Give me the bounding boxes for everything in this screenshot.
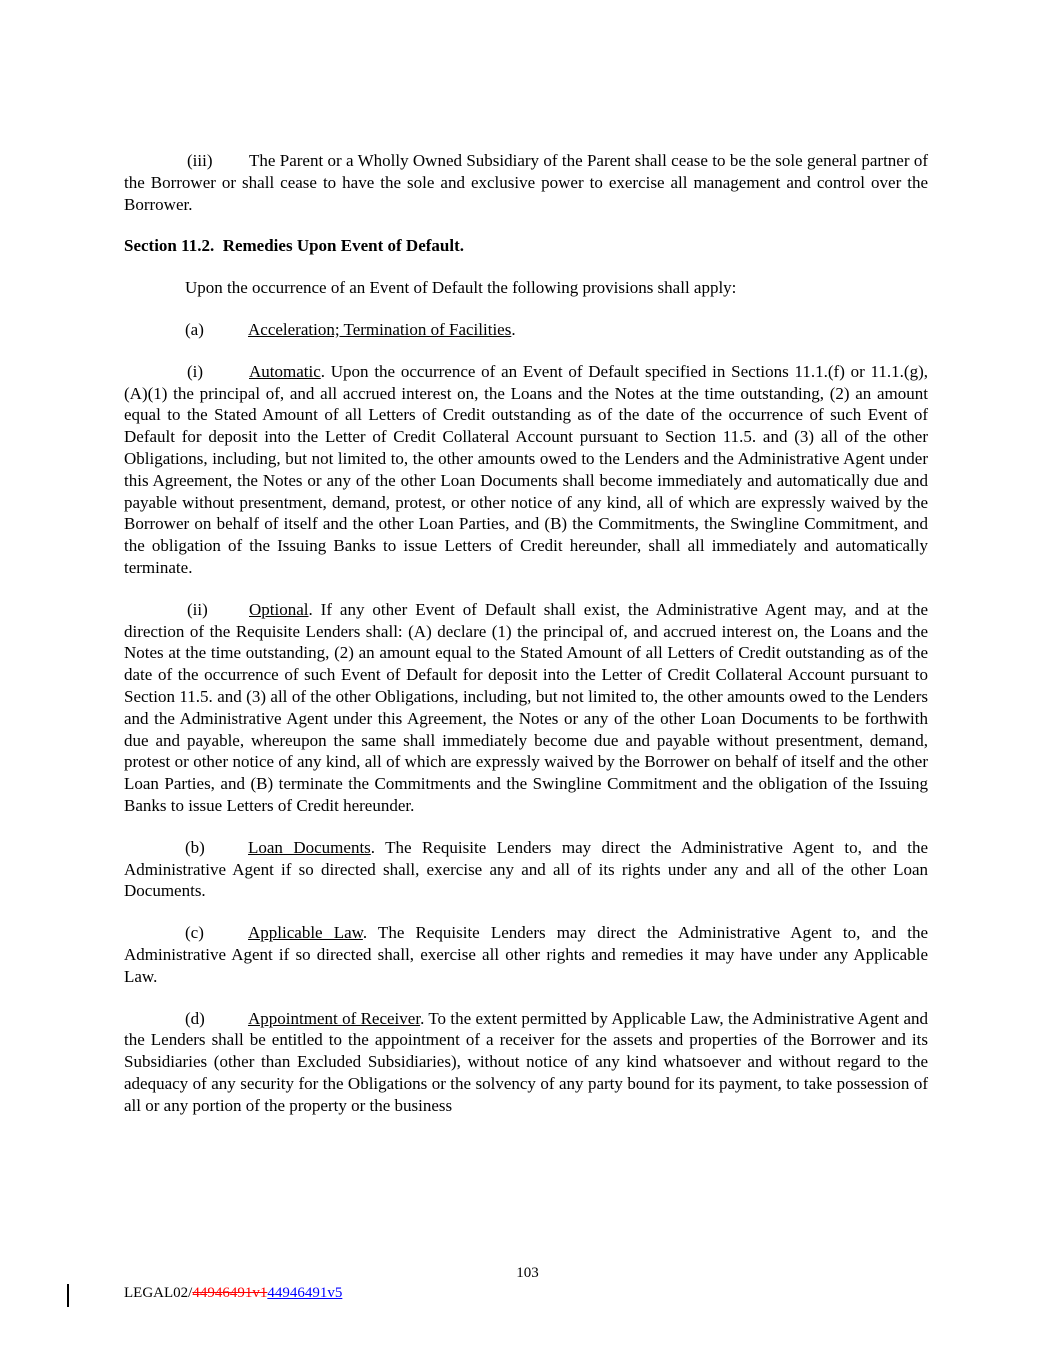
intro-paragraph: Upon the occurrence of an Event of Default the following provisions shall apply: [185,278,737,298]
clause-a-period: . [511,319,516,339]
clause-a-ii-title: Optional [249,599,309,619]
clause-c-paragraph [124,922,928,987]
clause-a-ii-text: . If any other Event of Default shall exist, the Administrative Agent may, and at the direction of the Requisite Lenders shall: (A) declare (1) the principal of, and accrued interest on, the Loans and the Notes at the time outstanding, (2) an amount equal to the Stated Amount of all Letters of Credit outstanding as of the date of the occurrence of such Event of Default for deposit into the Letter of Credit Collateral Account pursuant to Section 11.5. and (3) all of the other Obligations, including, but not limited to, the other amounts owed to the Lenders and the Administrative Agent under this Agreement, the Notes or any of the other Loan Documents to be forthwith due and payable, whereupon the same shall immediately become due and payable without presentment, demand, protest or other notice of any kind, all of which are expressly waived by the Borrower on behalf of itself and the other Loan Parties, and (B) terminate the Commitments and the Swingline Commitment and the obligation of the Issuing Banks to issue Letters of Credit hereunder. [124,599,928,815]
clause-b-paragraph [124,837,928,902]
clause-a-i-title: Automatic [249,361,321,381]
clause-b-text: . The Requisite Lenders may direct the Administrative Agent to, and the Administrative Agent if so directed shall, exercise any and all of its rights under any and all of the other Loan Documents. [124,837,929,901]
clause-a-ii-label: (ii) [187,599,208,619]
clause-a-heading [124,319,928,341]
clause-a-title: Acceleration; Termination of Facilities [248,319,512,339]
clause-d-label: (d) [185,1008,205,1028]
clause-b-title: Loan Documents [248,837,371,857]
clause-d-paragraph [124,1008,928,1117]
doc-id-deleted: 44946491v1 [192,1285,268,1301]
doc-id-inserted: 44946491v5 [267,1285,343,1301]
document-body [124,150,928,1136]
clause-c-label: (c) [185,923,204,943]
change-bar-icon [67,1284,69,1307]
clause-a-i-text: . Upon the occurrence of an Event of Default specified in Sections 11.1.(f) or 11.1.(g), (A)(1) the principal of, and all accrued interest on, the Loans and the Notes at the time outstanding, (2) an amount equal to the Stated Amount of all Letters of Credit outstanding as of the date of the occurrence of such Event of Default for deposit into the Letter of Credit Collateral Account pursuant to Section 11.5. and (3) all of the other Obligations, including, but not limited to, the other amounts owed to the Lenders and the Administrative Agent under this Agreement, the Notes or any of the other Loan Documents shall become immediately and automatically due and payable without presentment, demand, protest, or other notice of any kind, all of which are expressly waived by the Borrower on behalf of itself and the other Loan Parties, and (B) the Commitments, the Swingline Commitment, and the obligation of the Issuing Banks to issue Letters of Credit hereunder, shall all immediately and automatically terminate. [124,361,928,577]
clause-c-text: . The Requisite Lenders may direct the Administrative Agent to, and the Administrative Agent if so directed shall, exercise all other rights and remedies it may have under any Applicable Law. [124,923,929,986]
clause-d-title: Appointment of Receiver [248,1008,421,1028]
clause-a-ii-paragraph [124,599,928,817]
doc-id-prefix: LEGAL02/ [124,1285,193,1301]
clause-a-label: (a) [185,319,204,339]
paragraph-iii-label: (iii) [187,151,213,170]
paragraph-iii-text: The Parent or a Wholly Owned Subsidiary of the Parent shall cease to be the sole general partner of the Borrower or shall cease to have the sole and exclusive power to exercise all management and control over the Borrower. [124,151,928,214]
section-heading: Section 11.2. Remedies Upon Event of Default. [124,236,464,256]
clause-d-text: . To the extent permitted by Applicable Law, the Administrative Agent and the Lenders shall be entitled to the appointment of a receiver for the assets and properties of the Borrower and its Subsidiaries (other than Excluded Subsidiaries), without notice of any kind whatsoever and without regard to the adequacy of any security for the Obligations or the solvency of any party bound for its payment, to take possession of all or any portion of the property or the business [124,1008,929,1115]
clause-a-i-label: (i) [187,361,204,381]
clause-c-title: Applicable Law [248,923,363,943]
document-id-footer [124,1284,342,1302]
page-number: 103 [516,1265,539,1281]
paragraph-iii [124,150,928,215]
clause-b-label: (b) [185,837,205,857]
clause-a-i-paragraph [124,361,928,579]
